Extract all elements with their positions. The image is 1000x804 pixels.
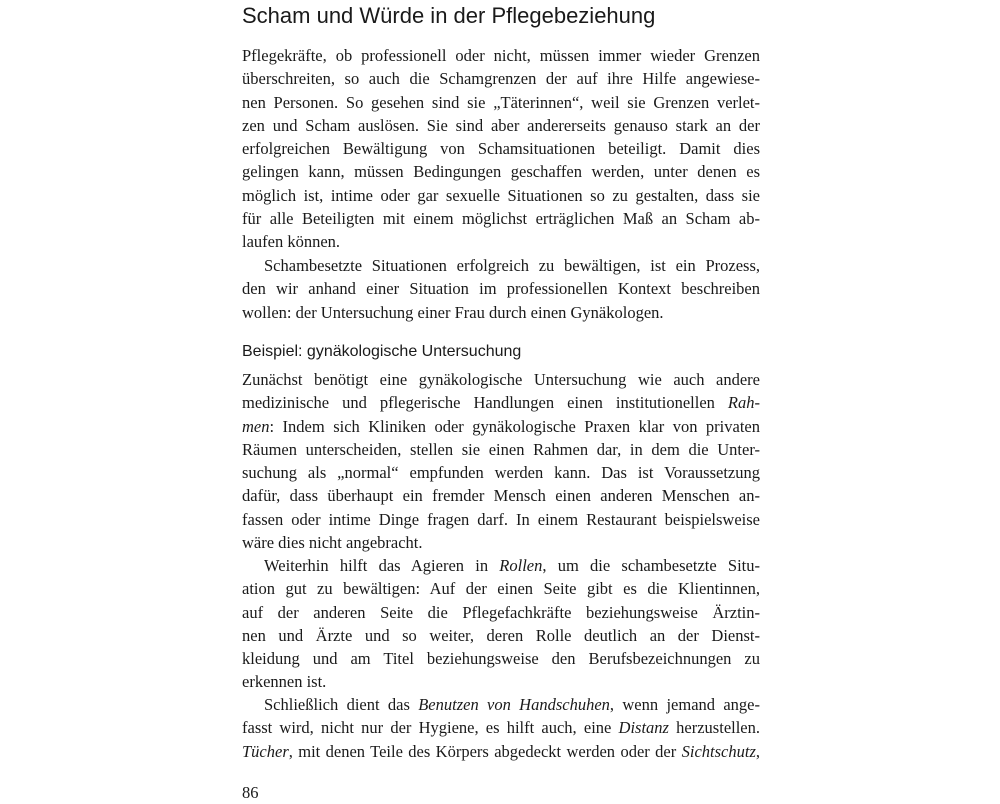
text-line: wollen: der Untersuchung einer Frau durch einen Gynäkologen. [242, 302, 664, 322]
text-line: suchung als „normal“ empfunden werden kann. Das ist Voraussetzung [242, 463, 760, 483]
paragraph-intro [242, 44, 760, 254]
text-line [242, 716, 760, 739]
text-run: , wenn jemand ange- [609, 695, 760, 714]
text-line: Schambesetzte Situationen erfolgreich zu bewältigen, ist ein Prozess, [264, 256, 760, 275]
text-run: , [755, 741, 760, 761]
text-run: Weiterhin hilft das Agieren in [264, 556, 500, 575]
emphasis-term: Tücher [242, 741, 289, 761]
text-line: laufen können. [242, 232, 341, 252]
emphasis-term: men [242, 416, 270, 436]
text-line: Räumen unterscheiden, stellen sie einen Rahmen dar, in dem die Unter- [242, 439, 760, 459]
text-run: : Indem sich Kliniken oder gynäkologische Praxen klar von privaten [269, 416, 760, 436]
text-line: überschreiten, so auch die Schamgrenzen der auf ihre Hilfe angewiese- [242, 69, 760, 89]
text-line: gelingen kann, müssen Bedingungen geschaffen werden, unter denen es [242, 162, 760, 182]
text-run: medizinische und pflegerische Handlungen einen institutionellen [242, 393, 728, 413]
text-line: ation gut zu bewältigen: Auf der einen Seite gibt es die Klientinnen, [242, 579, 760, 599]
text-line [242, 554, 760, 577]
text-line [242, 693, 760, 716]
text-line: Zunächst benötigt eine gynäkologische Untersuchung wie auch andere [242, 370, 760, 389]
paragraph-frame [242, 368, 760, 554]
emphasis-term: Distanz [618, 718, 669, 738]
text-run: fasst wird, nicht nur der Hygiene, es hilft auch, eine [242, 718, 619, 738]
text-line: dafür, dass überhaupt ein fremder Mensch einen anderen Menschen an- [242, 486, 760, 506]
text-line [242, 415, 760, 438]
text-line: den wir anhand einer Situation im professionellen Kontext beschreiben [242, 279, 760, 299]
text-line: wäre dies nicht angebracht. [242, 533, 423, 553]
page-title: Scham und Würde in der Pflegebeziehung [242, 3, 656, 28]
text-run: Schließlich dient das [264, 695, 419, 714]
text-line [242, 391, 760, 414]
emphasis-term: Sichtschutz [681, 741, 756, 761]
text-line: für alle Beteiligten mit einem möglichst erträglichen Maß an Scham ab- [242, 209, 760, 229]
text-run: , mit denen Teile des Körpers abgedeckt werden oder der [288, 741, 682, 761]
text-line: erfolgreichen Bewältigung von Schamsituationen beteiligt. Damit dies [242, 139, 760, 159]
emphasis-term: Rah- [727, 393, 760, 413]
section-heading: Beispiel: gynäkologische Untersuchung [242, 343, 522, 360]
text-line: erkennen ist. [242, 672, 327, 692]
text-run: herzustellen. [668, 718, 761, 738]
text-line: Pflegekräfte, ob professionell oder nicht, müssen immer wieder Grenzen [242, 46, 760, 65]
text-line: auf der anderen Seite die Pflegefachkräfte beziehungsweise Ärztin- [242, 602, 760, 622]
text-line: zen und Scham auslösen. Sie sind aber andererseits genauso stark an der [242, 115, 760, 135]
paragraph-roles [242, 554, 760, 694]
text-line: möglich ist, intime oder gar sexuelle Situationen so zu gestalten, dass sie [242, 185, 760, 205]
emphasis-term: Benutzen von Handschuhen [418, 695, 610, 714]
paragraph-process [242, 254, 760, 324]
text-line [242, 740, 760, 763]
page-number: 86 [242, 783, 259, 802]
text-line: fassen oder intime Dinge fragen darf. In einem Restaurant beispielsweise [242, 509, 760, 529]
text-line: nen Personen. So gesehen sind sie „Täterinnen“, weil sie Grenzen verlet- [242, 92, 760, 112]
emphasis-term: Rollen [499, 556, 543, 575]
text-line: nen und Ärzte und so weiter, deren Rolle deutlich an der Dienst- [242, 625, 760, 645]
paragraph-gloves [242, 693, 760, 763]
text-line: kleidung und am Titel beziehungsweise den Berufsbezeichnungen zu [242, 649, 760, 669]
text-run: , um die schambesetzte Situ- [542, 556, 760, 575]
